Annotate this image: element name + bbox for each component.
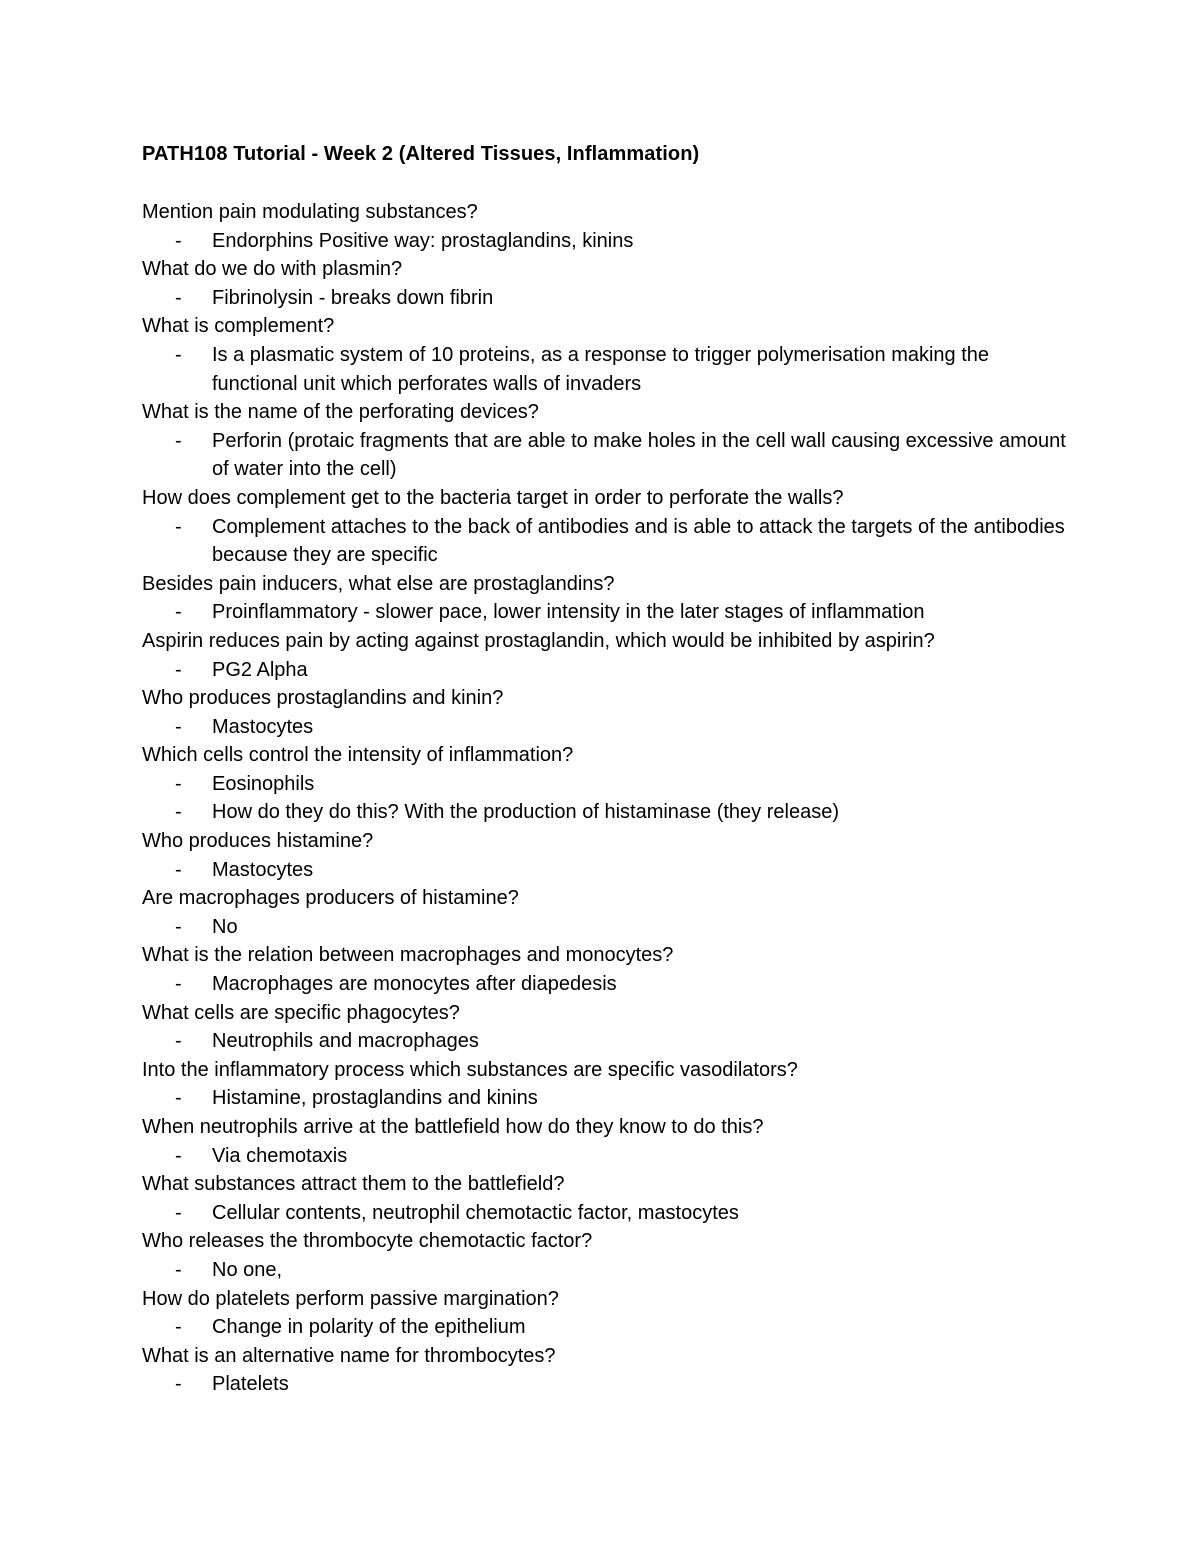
qa-item [142, 684, 1072, 741]
answer-text: Via chemotaxis [212, 1144, 348, 1167]
answer-item [142, 513, 1072, 570]
answer-item [142, 427, 1072, 484]
bullet-dash: - [175, 229, 182, 252]
question-text: Into the inflammatory process which substances are specific vasodilators? [142, 1058, 798, 1081]
bullet-dash: - [175, 429, 182, 452]
bullet-dash: - [175, 1144, 182, 1167]
answer-list [142, 1142, 1072, 1171]
qa-list [142, 198, 1072, 1399]
answer-list [142, 1084, 1072, 1113]
qa-item [142, 398, 1072, 484]
answer-item [142, 341, 1072, 398]
qa-item [142, 484, 1072, 570]
answer-text: Fibrinolysin - breaks down fibrin [212, 286, 494, 309]
answer-item [142, 284, 1072, 313]
answer-text: How do they do this? With the production of histaminase (they release) [212, 801, 839, 824]
bullet-dash: - [175, 1316, 182, 1339]
question-text: What cells are specific phagocytes? [142, 1001, 460, 1024]
answer-item [142, 1199, 1072, 1228]
bullet-dash: - [175, 772, 182, 795]
answer-text: PG2 Alpha [212, 658, 308, 681]
question-text: Aspirin reduces pain by acting against prostaglandin, which would be inhibited by aspirin? [142, 629, 935, 652]
answer-list [142, 913, 1072, 942]
answer-text: Mastocytes [212, 858, 314, 881]
question-text: Are macrophages producers of histamine? [142, 887, 519, 910]
answer-list [142, 427, 1072, 484]
answer-text: Macrophages are monocytes after diapedesis [212, 973, 617, 996]
answer-item [142, 856, 1072, 885]
answer-list [142, 598, 1072, 627]
answer-text: Is a plasmatic system of 10 proteins, as a response to trigger polymerisation making the functional unit which perforates walls of invaders [212, 343, 990, 395]
answer-item [142, 770, 1072, 799]
qa-item [142, 1113, 1072, 1170]
qa-item [142, 941, 1072, 998]
bullet-dash: - [175, 715, 182, 738]
bullet-dash: - [175, 915, 182, 938]
answer-text: Histamine, prostaglandins and kinins [212, 1087, 538, 1110]
question-text: Who produces histamine? [142, 830, 374, 853]
answer-list [142, 856, 1072, 885]
bullet-dash: - [175, 1201, 182, 1224]
bullet-dash: - [175, 1258, 182, 1281]
answer-text: Mastocytes [212, 715, 314, 738]
qa-item [142, 1170, 1072, 1227]
qa-item [142, 1342, 1072, 1399]
question-text: Who releases the thrombocyte chemotactic factor? [142, 1230, 593, 1253]
answer-item [142, 970, 1072, 999]
question-text: What is the name of the perforating devices? [142, 401, 539, 424]
question-text: What substances attract them to the battlefield? [142, 1173, 565, 1196]
bullet-dash: - [175, 515, 182, 538]
answer-text: Proinflammatory - slower pace, lower intensity in the later stages of inflammation [212, 601, 925, 624]
answer-text: No one, [212, 1258, 283, 1281]
question-text: Mention pain modulating substances? [142, 201, 478, 223]
qa-item [142, 570, 1072, 627]
question-text: What do we do with plasmin? [142, 258, 403, 281]
qa-item [142, 312, 1072, 398]
question-text: How do platelets perform passive margination? [142, 1287, 559, 1310]
answer-list [142, 1313, 1072, 1342]
question-text: Who produces prostaglandins and kinin? [142, 687, 504, 710]
bullet-dash: - [175, 1087, 182, 1110]
qa-item [142, 1227, 1072, 1284]
answer-item [142, 1027, 1072, 1056]
qa-item [142, 741, 1072, 827]
answer-item [142, 1313, 1072, 1342]
answer-item [142, 598, 1072, 627]
answer-text: Eosinophils [212, 772, 315, 795]
qa-item [142, 884, 1072, 941]
answer-text: Cellular contents, neutrophil chemotactic factor, mastocytes [212, 1201, 739, 1224]
answer-text: Neutrophils and macrophages [212, 1030, 479, 1053]
bullet-dash: - [175, 286, 182, 309]
answer-list [142, 1027, 1072, 1056]
document-title: PATH108 Tutorial - Week 2 (Altered Tissues, Inflammation) [142, 143, 700, 165]
answer-list [142, 1256, 1072, 1285]
qa-item [142, 255, 1072, 312]
bullet-dash: - [175, 801, 182, 824]
qa-item [142, 198, 1072, 255]
answer-item [142, 913, 1072, 942]
answer-list [142, 284, 1072, 313]
question-text: What is complement? [142, 315, 335, 338]
bullet-dash: - [175, 858, 182, 881]
answer-item [142, 1142, 1072, 1171]
question-text: What is the relation between macrophages and monocytes? [142, 944, 674, 967]
answer-text: Endorphins Positive way: prostaglandins, kinins [212, 229, 634, 252]
bullet-dash: - [175, 658, 182, 681]
answer-list [142, 341, 1072, 398]
question-text: How does complement get to the bacteria target in order to perforate the walls? [142, 486, 844, 509]
bullet-dash: - [175, 1030, 182, 1053]
answer-item [142, 798, 1072, 827]
answer-list [142, 513, 1072, 570]
answer-item [142, 1370, 1072, 1399]
document-page [142, 140, 1072, 1399]
qa-item [142, 627, 1072, 684]
answer-item [142, 713, 1072, 742]
answer-list [142, 1370, 1072, 1399]
question-text: When neutrophils arrive at the battlefield how do they know to do this? [142, 1116, 764, 1138]
answer-item [142, 227, 1072, 256]
question-text: Which cells control the intensity of inflammation? [142, 744, 574, 767]
answer-item [142, 1256, 1072, 1285]
question-text: Besides pain inducers, what else are prostaglandins? [142, 572, 615, 595]
answer-text: Platelets [212, 1373, 289, 1396]
answer-list [142, 970, 1072, 999]
qa-item [142, 827, 1072, 884]
answer-text: No [212, 915, 238, 938]
bullet-dash: - [175, 343, 182, 366]
qa-item [142, 1285, 1072, 1342]
answer-list [142, 656, 1072, 685]
answer-list [142, 227, 1072, 256]
bullet-dash: - [175, 973, 182, 996]
answer-list [142, 713, 1072, 742]
answer-text: Perforin (protaic fragments that are able to make holes in the cell wall causing excessive amount of water into the cell) [212, 429, 1066, 481]
answer-text: Change in polarity of the epithelium [212, 1316, 526, 1339]
qa-item [142, 1056, 1072, 1113]
qa-item [142, 999, 1072, 1056]
answer-list [142, 1199, 1072, 1228]
question-text: What is an alternative name for thrombocytes? [142, 1344, 556, 1367]
bullet-dash: - [175, 1373, 182, 1396]
answer-text: Complement attaches to the back of antibodies and is able to attack the targets of the antibodies because they are specific [212, 515, 1065, 567]
answer-item [142, 1084, 1072, 1113]
bullet-dash: - [175, 601, 182, 624]
answer-item [142, 656, 1072, 685]
answer-list [142, 770, 1072, 827]
